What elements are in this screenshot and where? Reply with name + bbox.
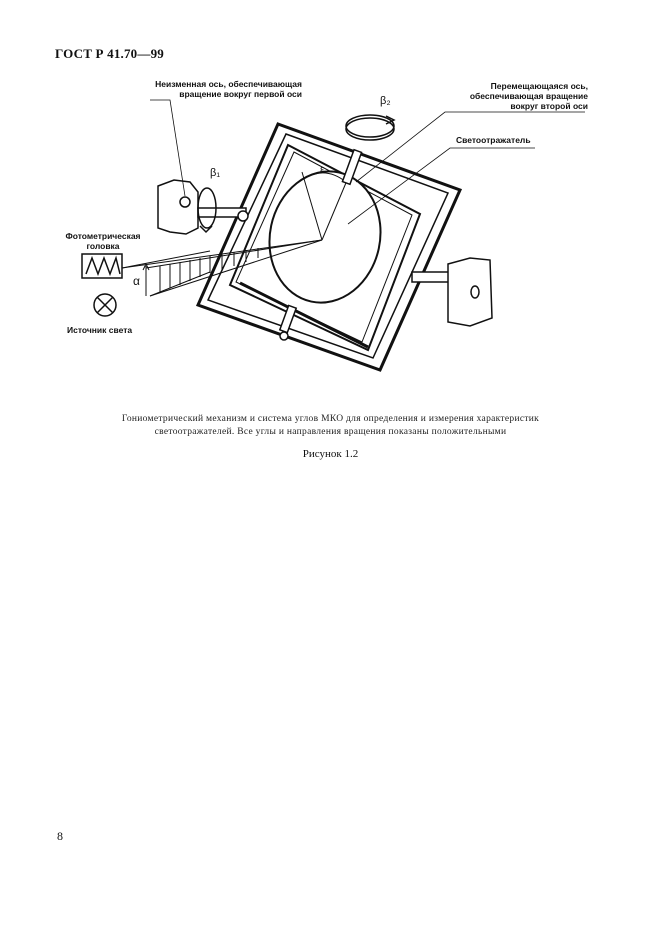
moving-axis-label-line1: Перемещающаяся ось, [490,81,588,91]
alpha-arrow [143,264,149,296]
alpha-label: α [133,274,140,288]
figure-caption [80,413,581,439]
figure-number: Рисунок 1.2 [302,448,359,460]
photometric-head [82,254,122,278]
retroreflector-disk [257,161,392,313]
beta2-label: β₂ [380,95,391,107]
moving-axis-label-line3: вокруг второй оси [510,101,588,111]
fixed-axis-label-line1: Неизменная ось, обеспечивающая [155,79,302,89]
light-source [94,294,116,316]
moving-axis-label-line2: обеспечивающая вращение [469,91,588,101]
page-number: 8 [57,829,63,843]
photometric-head-label [58,231,148,251]
goniometer-figure [0,0,661,400]
beta2-rotation-arrow [346,115,394,140]
beta1-label: β₁ [210,167,221,179]
photometric-head-label-line2: головка [86,241,120,251]
epsilon-label: ε [320,164,325,176]
caption-line2: светоотражателей. Все углы и направления вращения показаны положительными [154,427,507,437]
document-header: ГОСТ Р 41.70—99 [55,46,164,61]
moving-axis-label [440,81,588,111]
fixed-axis-label [132,79,302,99]
caption-line1: Гониометрический механизм и система углов МКО для определения и измерения характеристик [121,414,540,424]
light-source-label: Источник света [67,325,133,335]
photometric-head-label-line1: Фотометрическая [65,231,141,241]
fixed-axis-label-line2: вращение вокруг первой оси [179,89,302,99]
retroreflector-label: Светоотражатель [456,135,531,145]
